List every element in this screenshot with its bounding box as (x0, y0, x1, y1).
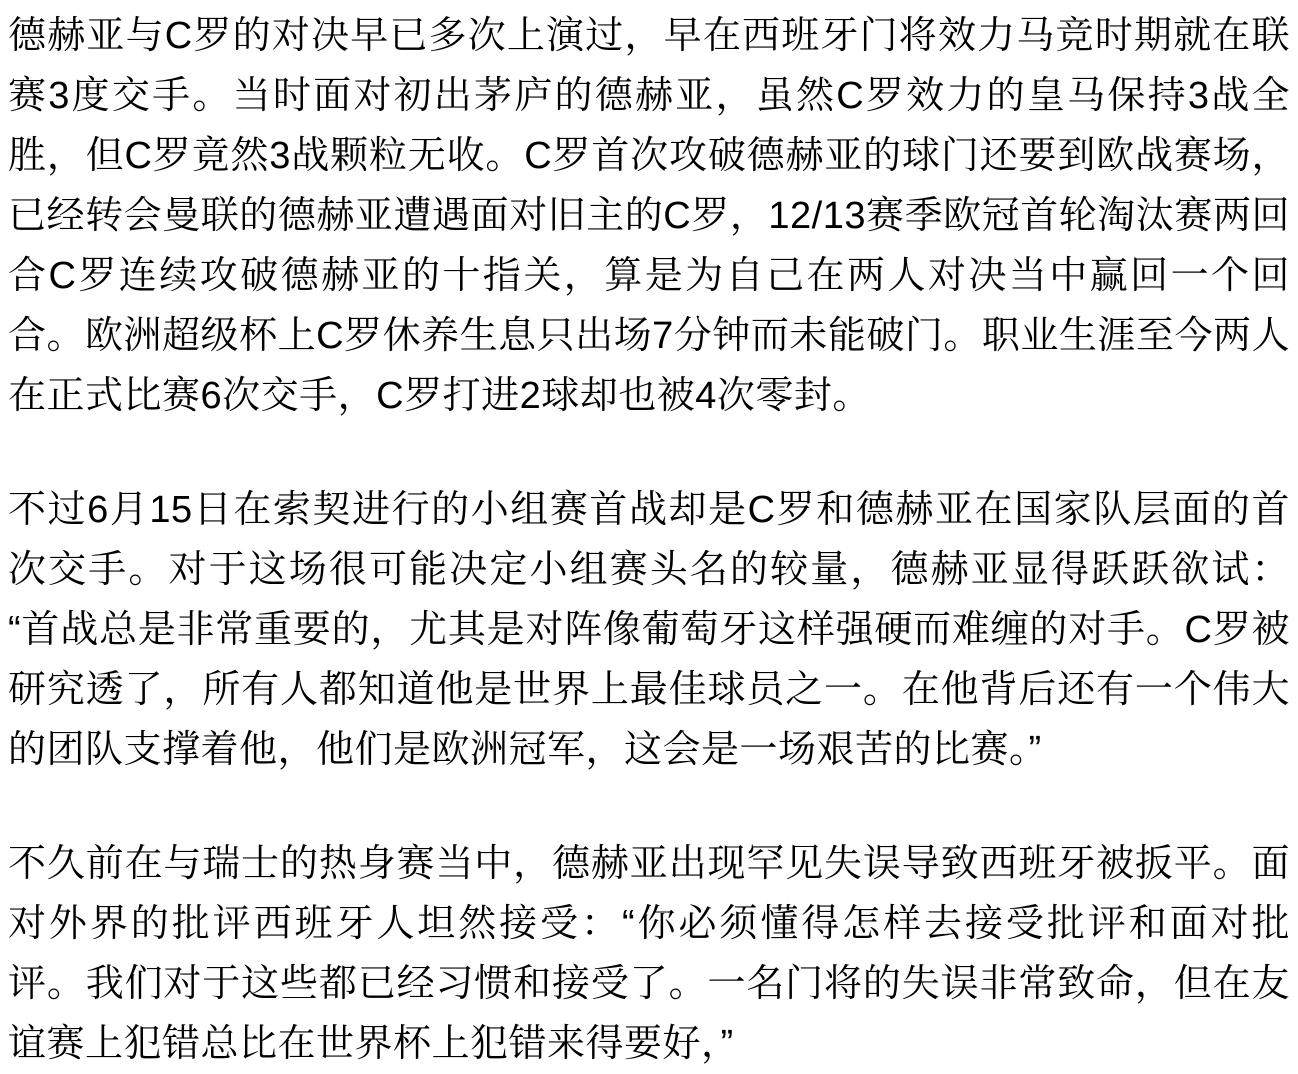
article-paragraph-1: 德赫亚与C罗的对决早已多次上演过，早在西班牙门将效力马竞时期就在联赛3度交手。当时面对初出茅庐的德赫亚，虽然C罗效力的皇马保持3战全胜，但C罗竟然3战颗粒无收。C罗首次攻破德赫亚的球门还要到欧战赛场，已经转会曼联的德赫亚遭遇面对旧主的C罗，12/13赛季欧冠首轮淘汰赛两回合C罗连续攻破德赫亚的十指关，算是为自己在两人对决当中赢回一个回合。欧洲超级杯上C罗休养生息只出场7分钟而未能破门。职业生涯至今两人在正式比赛6次交手，C罗打进2球却也被4次零封。 (8, 15, 1290, 417)
article-paragraph-2: 不过6月15日在索契进行的小组赛首战却是C罗和德赫亚在国家队层面的首次交手。对于这场很可能决定小组赛头名的较量，德赫亚显得跃跃欲试：“首战总是非常重要的，尤其是对阵像葡萄牙这样强硬而难缠的对手。C罗被研究透了，所有人都知道他是世界上最佳球员之一。在他背后还有一个伟大的团队支撑着他，他们是欧洲冠军，这会是一场艰苦的比赛。” (8, 489, 1290, 771)
article-paragraph-3: 不久前在与瑞士的热身赛当中，德赫亚出现罕见失误导致西班牙被扳平。面对外界的批评西班牙人坦然接受：“你必须懂得怎样去接受批评和面对批评。我们对于这些都已经习惯和接受了。一名门将的失误非常致命，但在友谊赛上犯错总比在世界杯上犯错来得要好，” (8, 843, 1290, 1065)
